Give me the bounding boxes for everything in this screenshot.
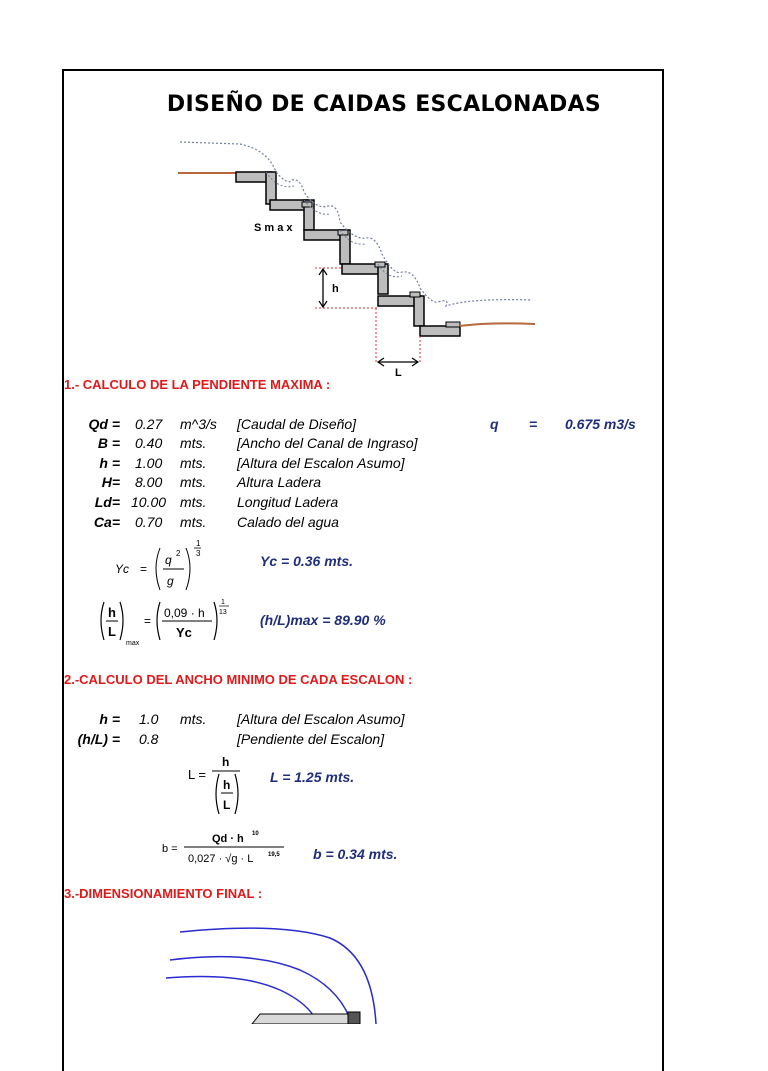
svg-text:0,09 · h: 0,09 · h bbox=[164, 606, 205, 620]
row-unit: mts. bbox=[180, 474, 207, 490]
h-dimension-label: h bbox=[332, 283, 339, 295]
section-2-heading: 2.-CALCULO DEL ANCHO MINIMO DE CADA ESCALON : bbox=[64, 672, 413, 687]
svg-text:19,5: 19,5 bbox=[268, 852, 280, 858]
svg-text:b =: b = bbox=[162, 843, 178, 855]
svg-text:3: 3 bbox=[196, 549, 201, 558]
svg-text:max: max bbox=[126, 640, 140, 647]
hl-max-result: (h/L)max = 89.90 % bbox=[260, 612, 386, 628]
svg-text:h: h bbox=[223, 778, 231, 792]
section-3-heading: 3.-DIMENSIONAMIENTO FINAL : bbox=[64, 886, 263, 901]
row-value: 1.00 bbox=[135, 455, 163, 471]
row-label: Qd = bbox=[88, 416, 120, 432]
row-description: [Altura del Escalon Asumo] bbox=[237, 711, 405, 727]
final-dimension-sketch bbox=[160, 920, 420, 1024]
svg-text:0,027 · √g · L: 0,027 · √g · L bbox=[188, 853, 254, 865]
q-value: 0.675 m3/s bbox=[565, 416, 636, 432]
q-equals: = bbox=[529, 416, 538, 432]
row-unit: mts. bbox=[180, 455, 207, 471]
row-description: [Ancho del Canal de Ingraso] bbox=[237, 435, 418, 451]
svg-text:=: = bbox=[144, 614, 152, 628]
row-unit: m^3/s bbox=[180, 416, 217, 432]
svg-text:1: 1 bbox=[196, 539, 201, 548]
page-title: DISEÑO DE CAIDAS ESCALONADAS bbox=[166, 92, 602, 117]
smax-label: S m a x bbox=[254, 222, 293, 234]
row-description: [Altura del Escalon Asumo] bbox=[237, 455, 405, 471]
row-label: Ld= bbox=[94, 494, 120, 510]
section-1-heading: 1.- CALCULO DE LA PENDIENTE MAXIMA : bbox=[64, 377, 331, 392]
row-label: B = bbox=[97, 435, 120, 451]
row-label: h = bbox=[99, 455, 120, 471]
svg-text:h: h bbox=[108, 605, 116, 620]
svg-text:2: 2 bbox=[176, 549, 181, 558]
row-value: 0.70 bbox=[135, 514, 163, 530]
l-formula bbox=[186, 752, 256, 818]
row-unit: mts. bbox=[180, 435, 207, 451]
row-description: Altura Ladera bbox=[237, 474, 322, 490]
hl-max-formula bbox=[98, 596, 238, 650]
svg-text:q: q bbox=[165, 553, 172, 567]
row-description: [Pendiente del Escalon] bbox=[237, 731, 385, 747]
svg-text:h: h bbox=[222, 755, 230, 769]
row-description: Calado del agua bbox=[237, 514, 339, 530]
svg-text:L =: L = bbox=[188, 767, 206, 782]
q-label: q bbox=[490, 416, 499, 432]
row-value: 0.40 bbox=[135, 435, 163, 451]
yc-formula bbox=[112, 538, 222, 594]
row-description: [Caudal de Diseño] bbox=[237, 416, 357, 432]
row-value: 1.0 bbox=[139, 711, 159, 727]
row-label: h = bbox=[99, 711, 120, 727]
row-label: H= bbox=[101, 474, 120, 490]
svg-text:g: g bbox=[167, 574, 174, 588]
svg-text:L: L bbox=[108, 624, 116, 639]
row-unit: mts. bbox=[180, 494, 207, 510]
row-value: 0.8 bbox=[139, 731, 159, 747]
svg-text:=: = bbox=[140, 562, 148, 576]
stepped-drop-diagram bbox=[170, 130, 550, 380]
svg-text:Yc: Yc bbox=[115, 562, 130, 576]
row-description: Longitud Ladera bbox=[237, 494, 339, 510]
l-result: L = 1.25 mts. bbox=[270, 769, 355, 785]
yc-result: Yc = 0.36 mts. bbox=[260, 553, 354, 569]
svg-text:13: 13 bbox=[219, 609, 227, 616]
svg-text:10: 10 bbox=[252, 831, 259, 837]
svg-text:L: L bbox=[223, 798, 231, 812]
b-formula bbox=[160, 828, 290, 868]
b-result: b = 0.34 mts. bbox=[313, 846, 398, 862]
row-unit: mts. bbox=[180, 711, 207, 727]
svg-text:1: 1 bbox=[221, 599, 225, 606]
row-label: (h/L) = bbox=[77, 731, 120, 747]
svg-text:Qd · h: Qd · h bbox=[212, 833, 244, 845]
l-dimension-label: L bbox=[395, 367, 402, 379]
row-value: 10.00 bbox=[131, 494, 167, 510]
row-value: 8.00 bbox=[135, 474, 163, 490]
row-label: Ca= bbox=[93, 514, 120, 530]
svg-text:Yc: Yc bbox=[176, 625, 192, 640]
row-unit: mts. bbox=[180, 514, 207, 530]
row-value: 0.27 bbox=[135, 416, 163, 432]
